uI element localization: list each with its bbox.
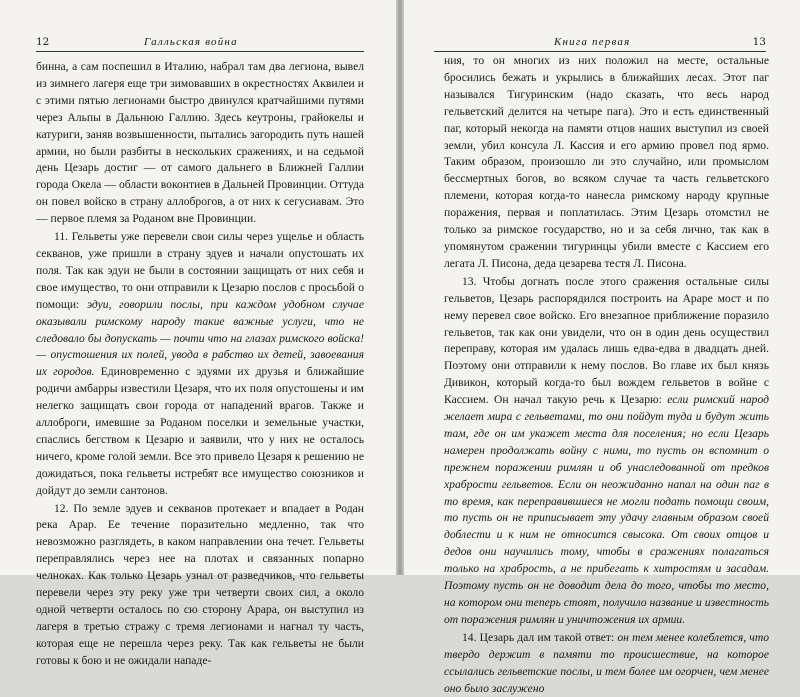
left-running-head: Галльская война [144,36,238,48]
left-page-number: 12 [36,36,50,48]
left-page-header [36,35,364,49]
right-page-body [444,53,769,697]
paragraph-13-speech: если римский народ желает мира с гельветами, то они пойдут туда и будут жить там, где он им укажет места для поселения; но если Цезарь намерен продолжать войну с ними, то пусть он вспомнит о прежнем поражении римлян и об унаследованной от предков храбрости гельветов. Если он неожиданно напал на один паг в то время, как переправившиеся не могли подать помощи своим, то пусть он не приписывает эту удачу главным образом своей доблести и к ним не относится свысока. От своих отцов и дедов они научились тому, чтобы в сражениях полагаться только на храбрость, а не прибегать к хитростям и засадам. Поэтому пусть он не доводит дела до того, чтобы то место, на котором они теперь стоят, получило название и известность от поражения римлян и уничтожения их армии. [444,393,769,626]
paragraph-11-text-end: Единовременно с эдуями их друзья и ближайшие родичи амбарры известили Цезаря, что их поля опустошены и им нелегко защищать свои города от нападений врагов. Также и аллоброги, имевшие за Роданом поселки и земельные участки, спаслись бегством к Цезарю и заявили, что у них не осталось ничего, кроме голой земли. Все это привело Цезаря к решению не дожидаться, пока гельветы истребят все имущество союзников и дойдут до земли сантонов. [36,365,364,497]
book-gutter [396,0,404,575]
paragraph-13 [444,274,769,629]
right-page-header [434,35,766,49]
right-page [404,0,800,695]
paragraph-11 [36,229,364,500]
paragraph-13-text: 13. Чтобы догнать после этого сражения остальные силы гельветов, Цезарь распорядился построить на Араре мост и по нему перевел свое войско. Его внезапное приближение поразило гельветов, так как они увидели, что он в один день осуществил переправу, которая им удалась лишь едва-едва в двадцать дней. Поэтому они отправили к нему послов. Во главе их был князь Дивикон, который когда-то был вождем гельветов в войне с Кассием. Он начал такую речь к Цезарю: [444,274,769,407]
paragraph-11-text: 11. Гельветы уже перевели свои силы через ущелье и область секванов, уже пришли в страну эдуев и начали опустошать их поля. Так как эдуи не были в состоянии защищать от них себя и свое имущество, то они отправили к Цезарю послов с просьбой о помощи: [36,230,364,311]
right-running-head: Книга первая [554,36,631,48]
paragraph-14-speech: он тем менее колеблется, что твердо держит в памяти то происшествие, на которое ссылались гельветские послы, и тем более им огорчен, чем менее оно было заслужено [444,630,770,695]
paragraph-continuation: бинна, а сам поспешил в Италию, набрал там два легиона, вывел из зимнего лагеря еще три зимовавших в окрестностях Аквилеи и с этими пятью легионами быстро двинулся кратчайшими путями через Альпы в Дальнюю Галлию. Здесь кеутроны, грайокелы и катуриги, заняв возвышенности, пытались загородить путь нашей армии, но были разбиты в нескольких сражениях, и на седьмой день Цезарь достиг — от самого дальнего в Ближней Галлии города Окела — области воконтиев в Дальней Провинции. Оттуда он повел войско в страну аллоброгов, а от них к сегусиавам. Это — первое племя за Роданом вне Провинции. [36,60,364,226]
right-header-rule [434,51,766,52]
paragraph-14-text: 14. Цезарь дал им такой ответ: [462,630,618,644]
paragraph-11-speech: эдуи, говорили послы, при каждом удобном случае оказывали римскому народу такие важные услуги, что не следовало бы допускать — почти что на глазах римского войска! — опустошения их полей, увода в рабство их детей, завоевания их городов. [36,297,364,379]
right-page-number: 13 [752,36,766,48]
left-page [0,0,396,667]
paragraph-12: 12. По земле эдуев и секванов протекает и впадает в Родан река Арар. Ее течение поразительно медленно, так что невозможно разглядеть, в каком направлении она течет. Гельветы переправлялись через нее на плотах и связанных попарно челноках. Как только Цезарь узнал от разведчиков, что гельветы перевели через эту реку уже три четверти своих сил, а около одной четверти осталось по сю сторону Арара, он выступил из лагеря в третью стражу с тремя легионами и нагнал ту часть, которая еще не перешла через реку. Так как гельветы не были готовы к бою и не ожидали нападе- [36,501,364,667]
left-page-body [36,59,364,670]
paragraph-14 [444,630,769,697]
left-header-rule [36,51,364,52]
paragraph-continuation: ния, то он многих из них положил на месте, остальные бросились бежать и укрылись в ближайших лесах. Этот паг назывался Тигуринским (надо сказать, что весь народ гельветский делится на четыре пага). Это и есть единственный паг, который некогда на памяти отцов наших выступил из своей земли, убил консула Л. Кассия и его армию провел под ярмо. Таким образом, произошло ли это случайно, или промыслом бессмертных богов, во всяком случае та часть гельветского племени, которая когда-то нанесла римскому народу крупные поражения, первая и поплатилась. Этим Цезарь отомстил не только за римское государство, но и за себя лично, так как в упомянутом сражении тигуринцы убили вместе с Кассием его легата Л. Писона, деда цезарева тестя Л. Писона. [444,54,769,270]
